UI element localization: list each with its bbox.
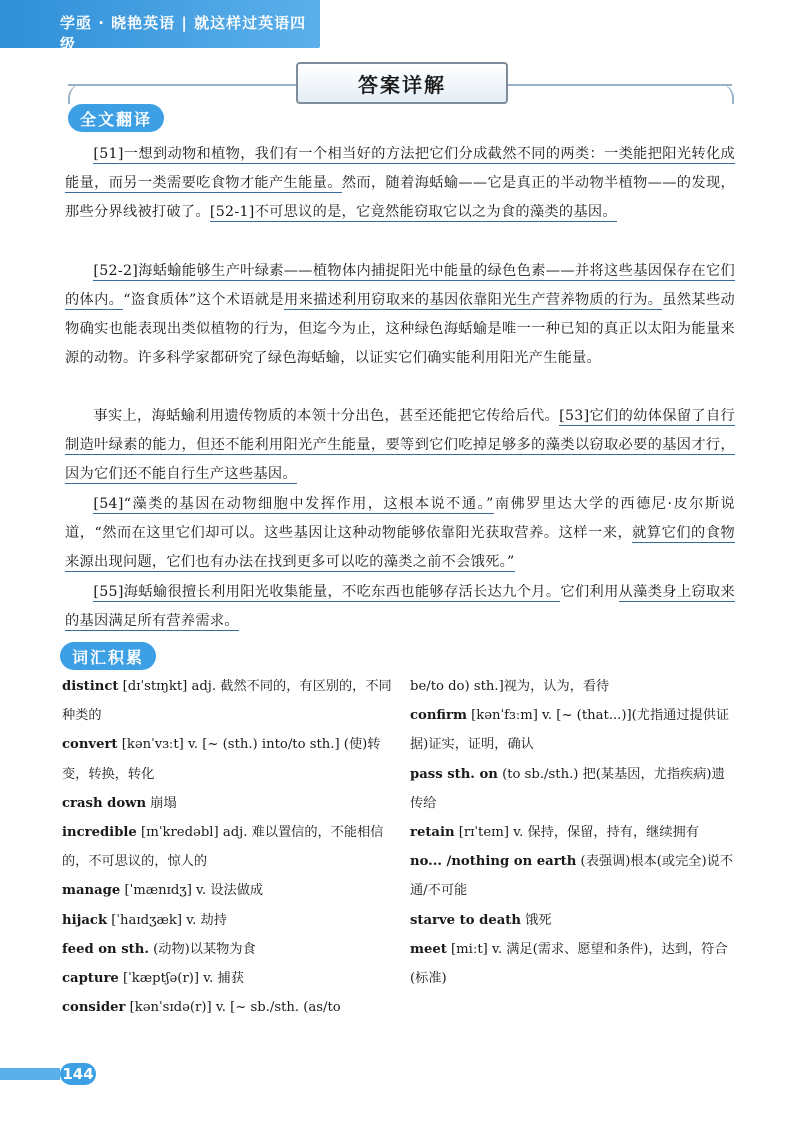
paragraph-text: 南佛罗里达大学的西德尼·皮尔斯说道，“然而在这里它们却可以。这些基因让这种动物能够依靠阳光获取营养。这样一来， — [65, 496, 736, 541]
underlined-answer-53: [53]它们的幼体保留了自行制造叶绿素的能力，但还不能利用阳光产生能量，要等到它们吃掉足够多的藻类以窃取必要的基因才行，因为它们还不能自行生产这些基因。 — [65, 408, 735, 482]
page-title: 答案详解 — [296, 62, 508, 104]
underlined-needs: 从藻类身上窃取来的基因满足所有营养需求。 — [65, 584, 735, 629]
underlined-answer-52-2: [52-2]海蛞蝓能够生产叶绿素——植物体内捕捉阳光中能量的绿色色素——并将这些基因保存在它们的体内。 — [65, 263, 735, 308]
vocab-entry: hijack [ˈhaɪdʒæk] v. 劫持 — [62, 912, 227, 928]
page-number: 144 — [60, 1063, 96, 1085]
header-rule-right-curve — [718, 84, 734, 104]
translation-paragraph-53 — [65, 402, 735, 489]
section-label-translation: 全文翻译 — [68, 104, 164, 132]
vocab-entry: meet [miːt] v. 满足(需求、愿望和条件)，达到，符合(标准) — [410, 941, 728, 987]
underlined-answer-54: [54]“藻类的基因在动物细胞中发挥作用，这根本说不通。” — [93, 496, 494, 512]
vocab-entry: crash down 崩塌 — [62, 795, 177, 811]
vocab-entry: starve to death 饿死 — [410, 912, 552, 928]
vocab-column-right — [410, 672, 735, 993]
underlined-definition: 用来描述利用窃取来的基因依靠阳光生产营养物质的行为。 — [283, 292, 663, 308]
underlined-quote-end: 就算它们的食物来源出现问题，它们也有办法在找到更多可以吃的藻类之前不会饿死。” — [65, 525, 735, 570]
vocab-entry: distinct [dɪˈstɪŋkt] adj. 截然不同的，有区别的，不同种类的 — [62, 679, 392, 724]
underlined-answer-55: [55]海蛞蝓很擅长利用阳光收集能量，不吃东西也能够存活长达九个月。 — [93, 584, 561, 600]
vocab-entry: confirm [kənˈfɜːm] v. [~ (that...)](尤指通过提供证据)证实，证明，确认 — [410, 708, 730, 753]
translation-paragraph-54 — [65, 490, 735, 577]
vocab-entry: no... /nothing on earth (表强调)根本(或完全)说不通/不可能 — [410, 854, 734, 899]
header-rule-left-curve — [68, 84, 84, 104]
paragraph-text: 然而，随着海蛞蝓——它是真正的半动物半植物——的发现，那些分界线被打破了。 — [65, 175, 735, 220]
top-banner — [0, 0, 320, 53]
vocab-entry: manage [ˈmænɪdʒ] v. 设法做成 — [62, 883, 264, 899]
banner-title: 学亟 · 晓艳英语 | 就这样过英语四级 — [60, 14, 307, 53]
vocab-entry: be/to do) sth.]视为，认为，看待 — [410, 679, 610, 694]
vocab-entry: feed on sth. (动物)以某物为食 — [62, 941, 256, 957]
vocab-entry: consider [kənˈsɪdə(r)] v. [~ sb./sth. (as/to — [62, 1000, 341, 1016]
vocab-entry: convert [kənˈvɜːt] v. [~ (sth.) into/to sth.] (使)转变，转换，转化 — [62, 737, 381, 782]
section-label-vocabulary: 词汇积累 — [60, 642, 156, 670]
paragraph-text: 事实上，海蛞蝓利用遗传物质的本领十分出色，甚至还能把它传给后代。 — [93, 408, 560, 424]
underlined-answer-51: [51]一想到动物和植物，我们有一个相当好的方法把它们分成截然不同的两类：一类能把阳光转化成能量，而另一类需要吃食物才能产生能量。 — [65, 146, 735, 191]
underlined-answer-52-1: [52-1]不可思议的是，它竟然能窃取它以之为食的藻类的基因。 — [209, 204, 617, 220]
vocab-entry: retain [rɪˈteɪn] v. 保持，保留，持有，继续拥有 — [410, 825, 699, 841]
paragraph-text: 它们利用 — [560, 584, 619, 600]
vocab-entry: capture [ˈkæptʃə(r)] v. 捕获 — [62, 971, 244, 987]
translation-paragraph-52 — [65, 257, 735, 373]
translation-paragraph-55 — [65, 578, 735, 636]
paragraph-text: 虽然某些动物确实也能表现出类似植物的行为，但迄今为止，这种绿色海蛞蝓是唯一一种已知的真正以太阳为能量来源的动物。许多科学家都研究了绿色海蛞蝓，以证实它们确实能利用阳光产生能量。 — [65, 292, 735, 366]
translation-paragraph-51 — [65, 140, 735, 227]
vocab-entry: incredible [ɪnˈkredəbl] adj. 难以置信的，不能相信的，不可思议的，惊人的 — [62, 825, 384, 870]
page-number-band — [0, 1068, 60, 1080]
vocab-column-left — [62, 672, 392, 1022]
paragraph-text: “盗食质体”这个术语就是 — [123, 292, 284, 308]
vocab-entry: pass sth. on (to sb./sth.) 把(某基因，尤指疾病)遗传给 — [410, 766, 725, 811]
